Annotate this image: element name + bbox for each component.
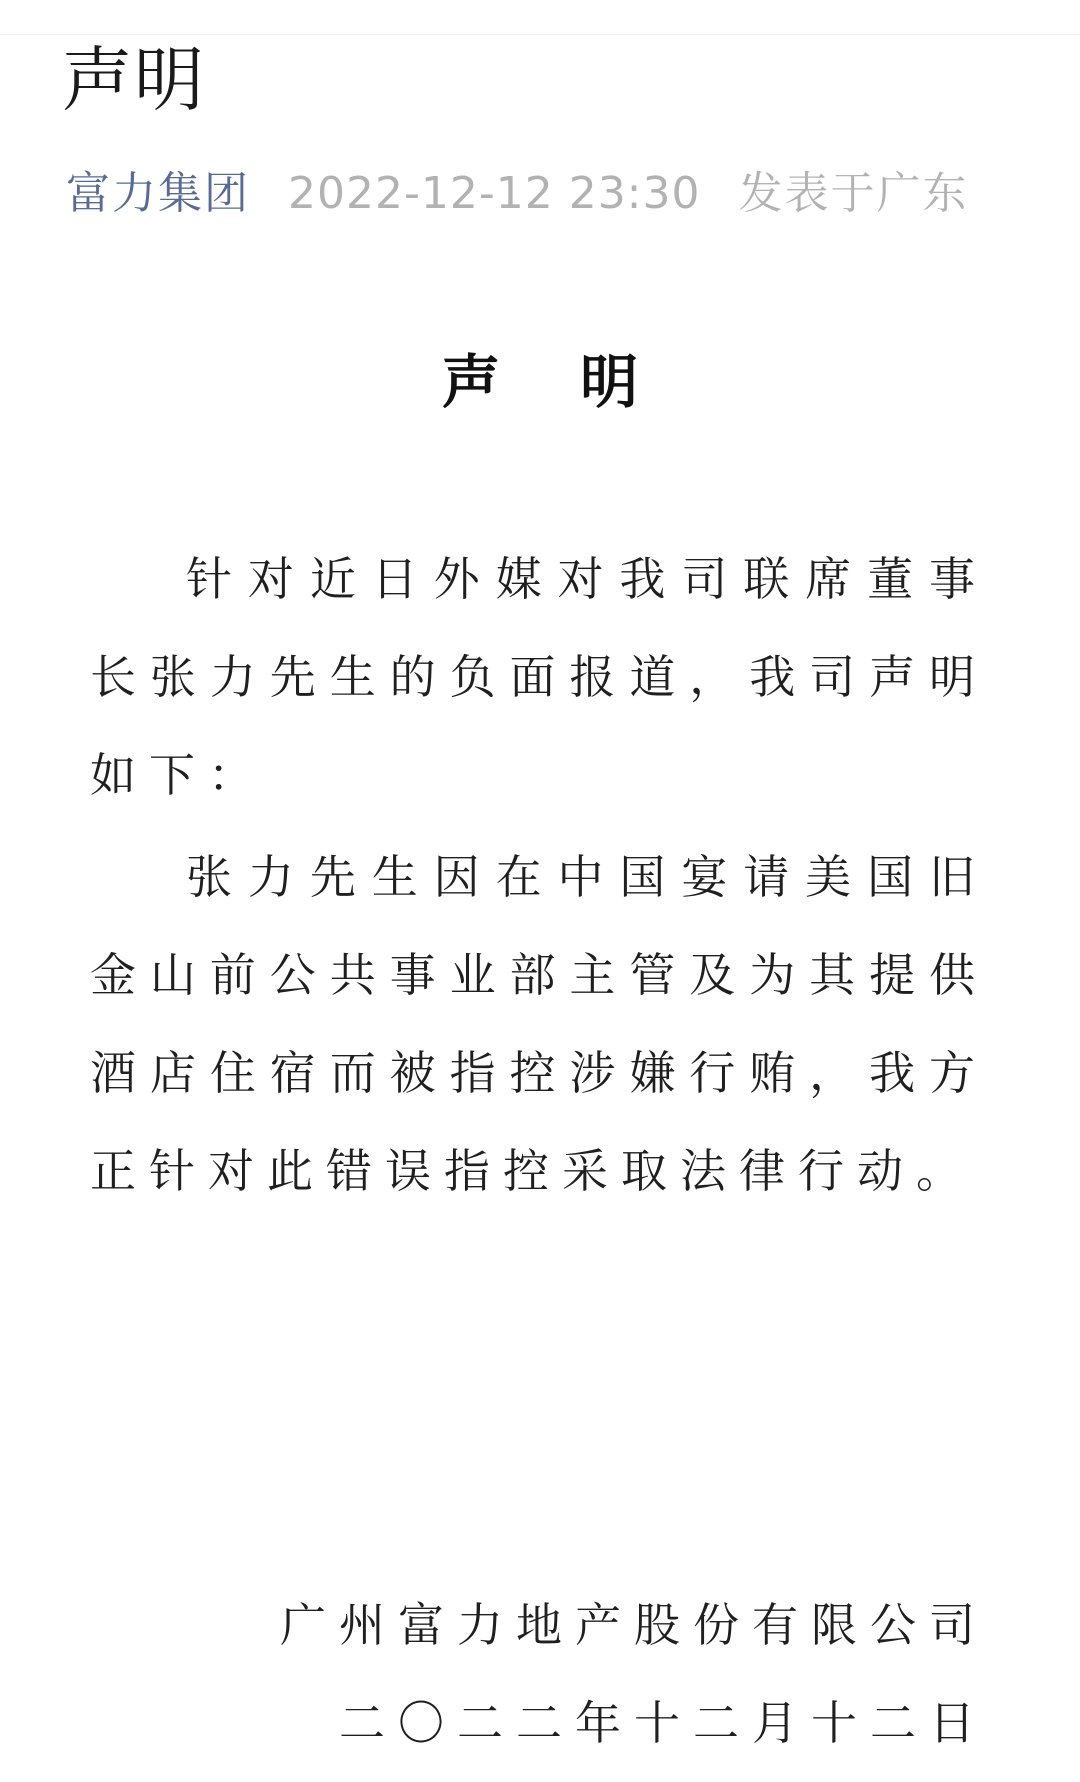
article-title: 声明 xyxy=(62,39,206,121)
publish-time: 2022-12-12 23:30 xyxy=(288,168,701,219)
paragraph-1: 针对近日外媒对我司联席董事长张力先生的负面报道，我司声明如下： xyxy=(90,552,988,802)
author-link[interactable]: 富力集团 xyxy=(66,168,250,219)
statement-heading: 声 明 xyxy=(441,348,669,416)
paragraph-1-block xyxy=(90,530,988,824)
signature-date: 二〇二二年十二月十二日 xyxy=(339,1696,988,1750)
paragraph-2: 张力先生因在中国宴请美国旧金山前公共事业部主管及为其提供酒店住宿而被指控涉嫌行贿，我方正针对此错误指控采取法律行动。 xyxy=(90,850,988,1198)
publish-location: 发表于广东 xyxy=(738,168,969,219)
paragraph-2-block xyxy=(90,828,988,1220)
signature-company: 广州富力地产股份有限公司 xyxy=(280,1598,988,1652)
article-meta xyxy=(66,162,969,226)
